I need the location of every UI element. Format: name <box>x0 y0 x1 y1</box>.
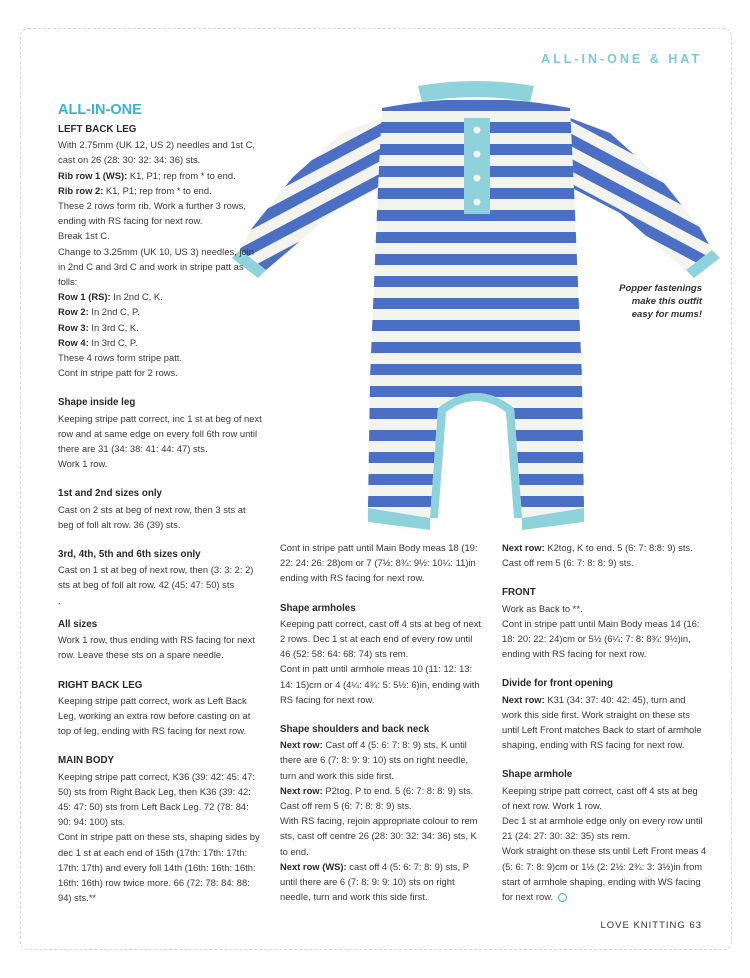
paragraph <box>502 540 707 555</box>
paragraph <box>280 859 485 905</box>
row-label: Next row: <box>502 542 545 553</box>
paragraph: Cont in stripe patt for 2 rows. <box>58 367 178 379</box>
paragraph: Cast on 1 st at beg of next row, then (3: 3: 2: 2) sts at beg of foll alt row. 42 (45: 47: 50) sts <box>58 564 254 591</box>
continue-icon <box>558 893 567 902</box>
row-label: Row 1 (RS): <box>58 291 111 303</box>
paragraph <box>58 289 263 304</box>
popper-1 <box>474 127 481 134</box>
neckband <box>418 81 534 102</box>
section-heading: 3rd, 4th, 5th and 6th sizes only <box>58 549 201 561</box>
row-text: Cast off 4 (5: 6: 7: 8: 9) sts, K until there are 6 (7: 8: 9: 9: 10) sts on right needle, turn and work this side first. <box>280 739 469 781</box>
row-text: K31 (34: 37: 40: 42: 45), turn and work this side first. Work straight on these sts until Left Front matches Back to start of armhole shaping, ending with RS facing for next row. <box>502 693 702 751</box>
paragraph <box>502 692 707 753</box>
paragraph: Keeping stripe patt correct, K36 (39: 42: 45: 47: 50) sts from Right Back Leg, then K36 (39: 42: 45: 47: 50) sts from Left Back Leg. 72 (78: 84: 90: 94: 100) sts. <box>58 770 255 828</box>
row-label: Next row: <box>502 693 545 705</box>
paragraph: Keeping stripe patt correct, inc 1 st at beg of next row and at same edge on every foll 6th row until there are 31 (34: 38: 41: 44: 47) sts. <box>58 412 262 455</box>
row-text: K1, P1; rep from * to end. <box>103 184 212 196</box>
section-heading: Shape armholes <box>280 602 356 614</box>
paragraph <box>502 843 707 904</box>
row-label: Next row (WS): <box>280 860 347 872</box>
paragraph: These 4 rows form stripe patt. <box>58 352 183 364</box>
paragraph: Work 1 row, thus ending with RS facing for next row. Leave these sts on a spare needle. <box>58 634 255 661</box>
paragraph <box>58 320 263 335</box>
section-heading: Shape armhole <box>502 769 573 781</box>
paragraph: Cont in stripe patt until Main Body meas 18 (19: 22: 24: 26: 28)cm or 7 (7½: 8¾: 9½: 10¼: 11)in ending with RS facing for next row. <box>280 542 478 584</box>
section-heading: RIGHT BACK LEG <box>58 679 143 691</box>
row-label: Rib row 1 (WS): <box>58 169 128 181</box>
popper-3 <box>474 175 481 182</box>
paragraph <box>280 783 485 798</box>
row-label: Row 3: <box>58 321 89 333</box>
column-2 <box>280 540 485 904</box>
row-text: In 2nd C, P. <box>88 306 140 318</box>
column-3 <box>502 540 707 904</box>
paragraph: Cast on 2 sts at beg of next row, then 3 sts at beg of foll alt row. 36 (39) sts. <box>58 503 246 530</box>
paragraph <box>58 168 263 183</box>
row-label: Row 2: <box>58 306 89 318</box>
section-heading: Divide for front opening <box>502 678 614 690</box>
row-label: Next row: <box>280 739 323 751</box>
paragraph: Cast off rem 5 (6: 7: 8: 8: 9) sts. <box>280 800 412 812</box>
paragraph-text: Work straight on these sts until Left Front meas 4 (5: 6: 7: 8: 9)cm or 1½ (2: 2½: 2¾: 3: 3½)in from start of armhole shaping, ending with WS facing for next row. <box>502 845 707 903</box>
paragraph: Work 1 row. <box>58 458 108 470</box>
column-1 <box>58 101 263 905</box>
paragraph: Cont in stripe patt until Main Body meas 14 (16: 18: 20: 22: 24)cm or 5½ (6¼: 7: 8: 8¾: 9½)in, ending with RS facing for next row. <box>502 617 700 660</box>
pattern-title: ALL-IN-ONE <box>58 102 142 118</box>
section-heading: Shape inside leg <box>58 397 136 409</box>
popper-2 <box>474 151 481 158</box>
paragraph: Dec 1 st at armhole edge only on every row until 21 (24: 27: 30: 32: 35) sts rem. <box>502 815 703 842</box>
section-heading: 1st and 2nd sizes only <box>58 488 162 500</box>
photo-caption <box>582 282 702 321</box>
paragraph: Keeping patt correct, cast off 4 sts at beg of next 2 rows. Dec 1 st at each end of every row until 46 (52: 58: 64: 68: 74) sts rem. <box>280 617 481 660</box>
caption-line: Popper fastenings <box>619 283 702 294</box>
page-footer: LOVE KNITTING 63 <box>600 920 702 931</box>
section-heading: MAIN BODY <box>58 755 115 767</box>
section-heading: All sizes <box>58 618 98 630</box>
paragraph: . <box>58 594 61 606</box>
row-text: In 3rd C, P. <box>88 336 138 348</box>
caption-line: make this outfit <box>631 296 702 307</box>
crotch-rib <box>430 393 522 518</box>
right-sleeve <box>570 118 712 270</box>
paragraph: With 2.75mm (UK 12, US 2) needles and 1st C, cast on 26 (28: 30: 32: 34: 36) sts. <box>58 139 255 166</box>
paragraph: Cont in patt until armhole meas 10 (11: 12: 13: 14: 15)cm or 4 (4¼: 4¾: 5: 5½: 6)in, ending with RS facing for next row. <box>280 663 480 705</box>
paragraph: Cast off rem 5 (6: 7: 8: 8: 9) sts. <box>502 557 634 569</box>
section-heading: LEFT BACK LEG <box>58 124 137 135</box>
row-label: Next row: <box>280 784 323 796</box>
row-label: Rib row 2: <box>58 184 104 196</box>
row-text: P2tog, P to end. 5 (6: 7: 8: 8: 9) sts. <box>322 784 474 796</box>
row-text: In 2nd C, K. <box>110 291 163 303</box>
paragraph: These 2 rows form rib. Work a further 3 rows, ending with RS facing for next row. <box>58 200 246 227</box>
paragraph <box>280 737 485 783</box>
paragraph: Change to 3.25mm (UK 10, US 3) needles, join in 2nd C and 3rd C and work in stripe patt as folls: <box>58 245 254 288</box>
paragraph: Keeping stripe patt correct, cast off 4 sts at beg of next row. Work 1 row. <box>502 784 698 811</box>
paragraph <box>58 183 263 198</box>
caption-line: easy for mums! <box>631 309 702 320</box>
row-text: K1, P1; rep from * to end. <box>127 169 236 181</box>
paragraph: Work as Back to **. <box>502 602 583 614</box>
row-text: cast off 4 (5: 6: 7: 8: 9) sts, P until there are 6 (7: 8: 9: 9: 10) sts on right needle, turn and work this side first. <box>280 860 469 903</box>
paragraph <box>58 304 263 319</box>
section-header: ALL-IN-ONE & HAT <box>541 52 702 66</box>
section-heading: FRONT <box>502 587 536 599</box>
paragraph: Break 1st C. <box>58 230 110 242</box>
popper-4 <box>474 199 481 206</box>
row-label: Row 4: <box>58 336 89 348</box>
row-text: In 3rd C, K. <box>88 321 139 333</box>
section-heading: Shape shoulders and back neck <box>280 724 430 736</box>
paragraph <box>58 335 263 350</box>
paragraph: With RS facing, rejoin appropriate colour to rem sts, cast off centre 26 (28: 30: 32: 34: 36) sts, K to end. <box>280 815 478 857</box>
paragraph: Cont in stripe patt on these sts, shaping sides by dec 1 st at each end of 15th (17th: 17th: 17th: 17th: 17th) and every foll 14th (16th: 16th: 16th: 16th: 16th) row twice more. 66 (72: 78: 84: 88: 94) sts.** <box>58 831 260 904</box>
paragraph: Keeping stripe patt correct, work as Left Back Leg, working an extra row before casting on at top of leg, ending with RS facing for next row. <box>58 694 251 737</box>
row-text: K2tog, K to end. 5 (6: 7: 8:8: 9) sts. <box>544 542 693 553</box>
